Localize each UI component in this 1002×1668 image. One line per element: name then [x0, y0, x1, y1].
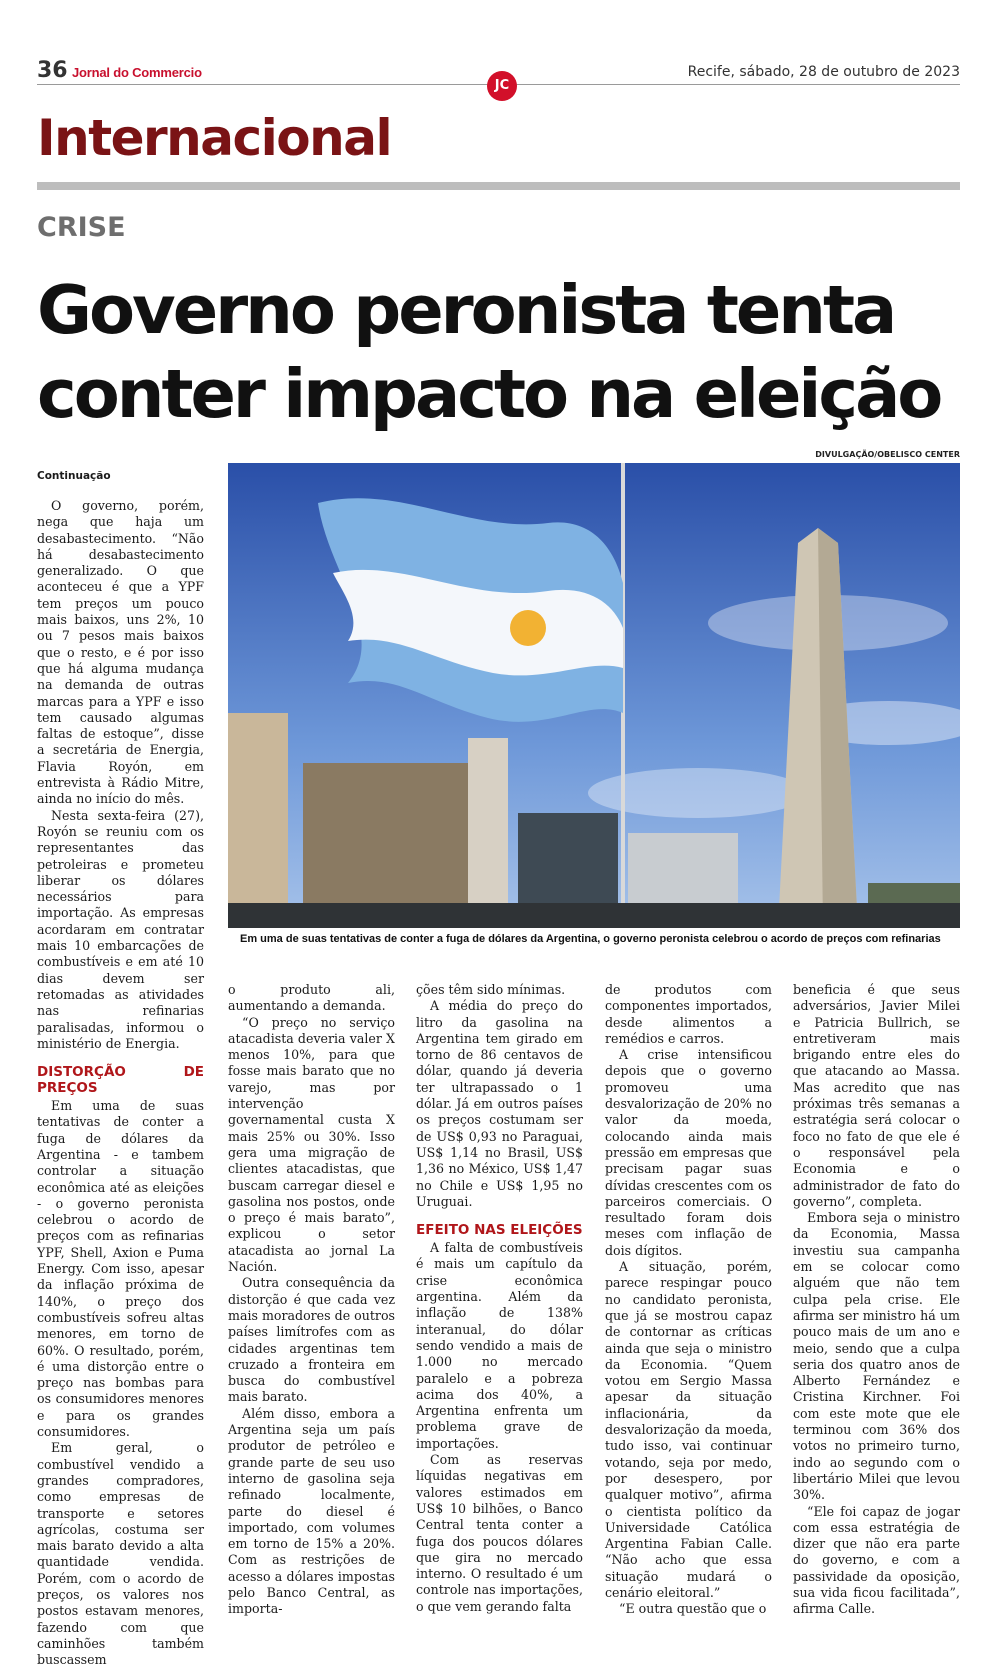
paragraph: A falta de combustíveis é mais um capítulo da crise econômica argentina. Além da inflação de 138% interanual, do dólar sendo vendido a mais de 1.000 no mercado paralelo e a pobreza acima dos 40%, a Argentina enfrenta um problema grave de importações.: [416, 1240, 583, 1451]
article-headline: Governo peronista tenta conter impacto na eleição: [37, 271, 941, 433]
subheading-price-distortion: DISTORÇÃO DE PREÇOS: [37, 1064, 204, 1097]
section-divider: [37, 182, 960, 190]
paragraph: “Ele foi capaz de jogar com essa estratégia de dizer que não era parte do governo, e com a passividade da oposição, sua vida ficou facilitada”, afirma Calle.: [793, 1503, 960, 1617]
paragraph: Em uma de suas tentativas de conter a fuga de dólares da Argentina - e tambem controlar a situação econômica até as eleições - o governo peronista celebrou o acordo de preços com as refinarias YPF, Shell, Axion e Puma Energy. Com isso, apesar da inflação próxima de 140%, o preço dos combustíveis sofreu altas menores, em torno de 60%. O resultado, porém, é uma distorção entre o preço nas bombas para os consumidores menores e para os grandes consumidores.: [37, 1098, 204, 1440]
page-number: 36: [37, 58, 68, 83]
text-column-3: [416, 982, 583, 1615]
paragraph: de produtos com componentes importados, desde alimentos a remédios e carros.: [605, 982, 772, 1046]
street: [228, 903, 960, 928]
article-photo: [228, 463, 960, 928]
paragraph: ções têm sido mínimas.: [416, 982, 566, 997]
paragraph: Além disso, embora a Argentina seja um país produtor de petróleo e grande parte de seu uso interno de gasolina seja refinado localmente, parte do diesel é importado, com volumes em torno de 15% a 20%. Com as restrições de acesso a dólares impostas pelo Banco Central, as importa-: [228, 1405, 395, 1617]
paragraph: Com as reservas líquidas negativas em valores estimados em US$ 10 bilhões, o Banco Central tenta conter a fuga dos poucos dólares que gira no mercado interno. O resultado é um controle nas importações, o que vem gerando falta: [416, 1452, 583, 1614]
newspaper-name: Jornal do Commercio: [72, 65, 202, 80]
text-column-1: [37, 498, 204, 1668]
sun-of-may: [510, 610, 546, 646]
paragraph: beneficia é que seus adversários, Javier Milei e Patricia Bullrich, se entretiveram mais brigando entre eles do que atacando ao Massa. Mas acredito que nas próximas três semanas a estratégia será colocar o foco no fato de que ele é o responsável pela Economia e o administrador de fato do governo”, completa.: [793, 982, 960, 1209]
paragraph: Nesta sexta-feira (27), Royón se reuniu com os representantes das petroleiras e prometeu liberar os dólares necessários para importação. As empresas acordaram em contratar mais 10 embarcações de combustíveis e em até 10 dias devem ser retomadas as atividades nas refinarias paralisadas, informou o ministério de Energia.: [37, 807, 204, 1051]
jc-logo: JC: [487, 71, 517, 101]
building: [468, 738, 508, 928]
building: [228, 713, 288, 928]
photo-credit: DIVULGAÇÃO/OBELISCO CENTER: [815, 450, 960, 459]
text-column-2: [228, 982, 395, 1618]
paragraph: “E outra questão que o: [619, 1601, 767, 1617]
paragraph: “O preço no serviço atacadista deveria valer X menos 10%, para que fosse mais barato que no varejo, mas por intervenção governamental custa X mais 25% ou 30%. Isso gera uma migração de clientes atacadistas, que buscam carregar diesel e gasolina nos postos, onde o preço é mais barato”, explicou o setor atacadista ao jornal La Nación.: [228, 1014, 395, 1275]
text-column-5: [793, 982, 960, 1618]
section-title: Internacional: [37, 109, 392, 167]
photo-caption: Em uma de suas tentativas de conter a fuga de dólares da Argentina, o governo peronista celebrou o acordo de preços com refinarias: [240, 933, 941, 945]
paragraph: A crise intensificou depois que o governo promoveu uma desvalorização de 20% no valor da moeda, colocando ainda mais pressão em empresas que precisam pagar suas dívidas crescentes com os parceiros comerciais. O resultado foram dois meses com inflação de dois dígitos.: [605, 1047, 772, 1258]
paragraph: o produto ali, aumentando a demanda.: [228, 982, 395, 1014]
text-column-4: [605, 982, 772, 1618]
paragraph: Embora seja o ministro da Economia, Massa investiu sua campanha em se colocar como alguém que não tem culpa pela crise. Ele afirma ser ministro há um pouco mais de um ano e meio, sendo que a culpa seria dos quatro anos de Alberto Fernández e Cristina Kirchner. Foi com este mote que ele terminou com 36% dos votos no primeiro turno, indo ao segundo com o libertário Milei que levou 30%.: [793, 1210, 960, 1503]
paragraph: Outra consequência da distorção é que cada vez mais moradores de outros países limítrofes com as cidades argentinas tem cruzado a fronteira em busca do combustível mais barato.: [228, 1275, 395, 1405]
paragraph: A situação, porém, parece respingar pouco no candidato peronista, que já se mostrou capaz de contornar as críticas ainda que seja o ministro da Economia. “Quem votou em Sergio Massa apesar da situação inflacionária, da desvalorização da moeda, tudo isso, vai continuar votando, seja por medo, por desespero, por qualquer motivo”, afirma o cientista político da Universidade Católica Argentina Fabian Calle. “Não acho que essa situação mudará o cenário eleitoral.”: [605, 1259, 772, 1600]
article-kicker: CRISE: [37, 212, 126, 243]
continuation-label: Continuação: [37, 470, 111, 482]
paragraph: O governo, porém, nega que haja um desabastecimento. “Não há desabastecimento generalizado. O que aconteceu é que a YPF tem preços um pouco mais baixos, uns 2%, 10 ou 7 pesos mais baixos que o resto, e é por isso que há alguma mudança na demanda de outras marcas para a YPF e isso tem causado algumas faltas de estoque”, disse a secretária de Energia, Flavia Royón, em entrevista à Rádio Mitre, ainda no início do mês.: [37, 498, 204, 807]
subheading-election-effect: EFEITO NAS ELEIÇÕES: [416, 1222, 583, 1239]
obelisk-flag-illustration: [228, 463, 960, 928]
issue-date: Recife, sábado, 28 de outubro de 2023: [687, 64, 960, 80]
paragraph: Em geral, o combustível vendido a grandes compradores, como empresas de transporte e setores agrícolas, costuma ser mais barato devido a alta quantidade vendida. Porém, com o acordo de preços, os valores nos postos estavam menores, fazendo com que caminhões também buscassem: [37, 1440, 204, 1668]
paragraph: A média do preço do litro da gasolina na Argentina tem girado em torno de 86 centavos de dólar, quando já deveria ter ultrapassado o 1 dólar. Já em outros países os preços costumam ser de US$ 0,93 no Paraguai, US$ 1,14 no Brasil, US$ 1,36 no México, US$ 1,47 no Chile e US$ 1,95 no Uruguai.: [416, 998, 583, 1209]
